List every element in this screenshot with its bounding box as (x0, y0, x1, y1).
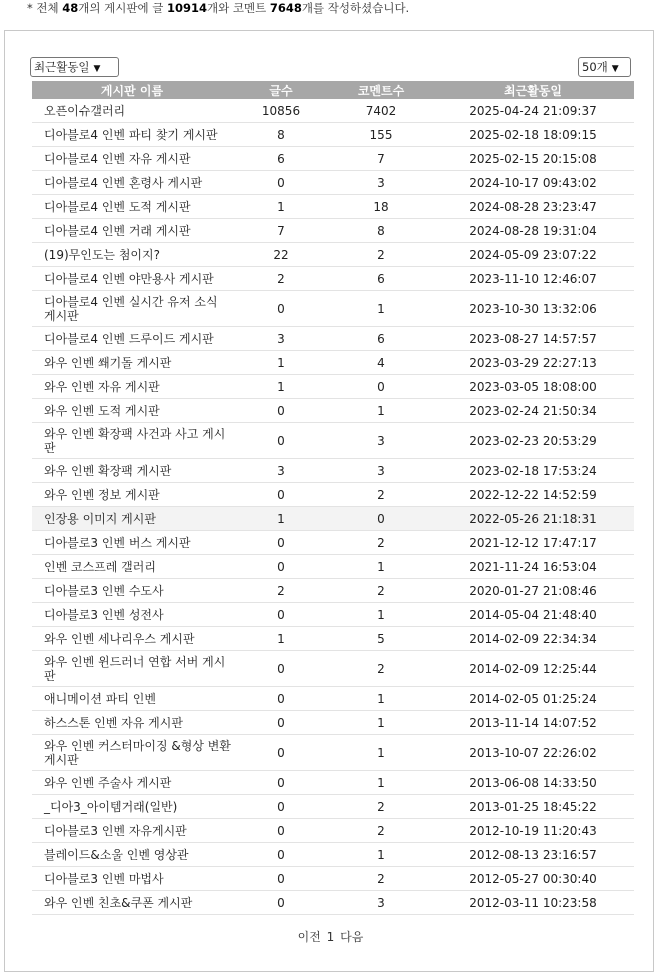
table-row (32, 219, 634, 243)
last-activity-date: 2024-10-17 09:43:02 (432, 171, 634, 195)
last-activity-date: 2012-05-27 00:30:40 (432, 867, 634, 891)
page-size-select[interactable] (578, 57, 631, 77)
table-header-row (32, 81, 634, 99)
comment-count: 1 (330, 603, 432, 627)
table-row (32, 351, 634, 375)
table-row (32, 531, 634, 555)
last-activity-date: 2023-02-23 20:53:29 (432, 423, 634, 459)
last-activity-date: 2023-02-18 17:53:24 (432, 459, 634, 483)
comment-count: 18 (330, 195, 432, 219)
table-row (32, 99, 634, 123)
comment-count: 1 (330, 291, 432, 327)
post-count: 0 (232, 651, 330, 687)
post-count: 0 (232, 735, 330, 771)
last-activity-date: 2023-11-10 12:46:07 (432, 267, 634, 291)
post-count: 8 (232, 123, 330, 147)
table-row (32, 735, 634, 771)
last-activity-date: 2012-10-19 11:20:43 (432, 819, 634, 843)
board-name-link[interactable]: _디아3_아이템거래(일반) (32, 795, 232, 819)
last-activity-date: 2014-02-09 12:25:44 (432, 651, 634, 687)
comment-count: 0 (330, 507, 432, 531)
header-comment-count[interactable]: 코멘트수 (330, 81, 432, 99)
comment-count: 1 (330, 711, 432, 735)
board-name-link[interactable]: 디아블로3 인벤 성전사 (32, 603, 232, 627)
post-count: 0 (232, 687, 330, 711)
post-count: 0 (232, 711, 330, 735)
board-name-link[interactable]: 디아블로4 인벤 드루이드 게시판 (32, 327, 232, 351)
post-count: 7 (232, 219, 330, 243)
comment-count: 2 (330, 651, 432, 687)
comment-count: 155 (330, 123, 432, 147)
board-name-link[interactable]: 블레이드&소울 인벤 영상관 (32, 843, 232, 867)
table-row (32, 771, 634, 795)
post-count: 0 (232, 423, 330, 459)
post-count: 0 (232, 171, 330, 195)
activity-summary (27, 0, 409, 16)
post-count: 0 (232, 771, 330, 795)
comment-count: 1 (330, 399, 432, 423)
board-name-link[interactable]: 디아블로4 인벤 파티 찾기 게시판 (32, 123, 232, 147)
last-activity-date: 2023-03-05 18:08:00 (432, 375, 634, 399)
board-name-link[interactable]: 인벤 코스프레 갤러리 (32, 555, 232, 579)
last-activity-date: 2024-08-28 23:23:47 (432, 195, 634, 219)
board-name-link[interactable]: 와우 인벤 윈드러너 연합 서버 게시판 (32, 651, 232, 687)
table-row (32, 795, 634, 819)
comment-count: 5 (330, 627, 432, 651)
board-name-link[interactable]: 디아블로4 인벤 혼령사 게시판 (32, 171, 232, 195)
board-name-link[interactable]: 와우 인벤 세나리우스 게시판 (32, 627, 232, 651)
post-count: 0 (232, 291, 330, 327)
table-row (32, 375, 634, 399)
last-activity-date: 2023-10-30 13:32:06 (432, 291, 634, 327)
post-count: 3 (232, 327, 330, 351)
post-count: 10856 (232, 99, 330, 123)
comment-count: 1 (330, 687, 432, 711)
table-row (32, 627, 634, 651)
post-count: 0 (232, 531, 330, 555)
comment-count: 2 (330, 867, 432, 891)
board-name-link[interactable]: (19)무인도는 첨이지? (32, 243, 232, 267)
board-name-link[interactable]: 와우 인벤 확장팩 게시판 (32, 459, 232, 483)
last-activity-date: 2014-05-04 21:48:40 (432, 603, 634, 627)
page-size-select-value: 50개 (582, 60, 608, 74)
comment-count: 0 (330, 375, 432, 399)
last-activity-date: 2014-02-09 22:34:34 (432, 627, 634, 651)
sort-select-value: 최근활동일 (34, 60, 90, 74)
last-activity-date: 2013-06-08 14:33:50 (432, 771, 634, 795)
board-name-link[interactable]: 와우 인벤 도적 게시판 (32, 399, 232, 423)
comment-count: 8 (330, 219, 432, 243)
post-count: 1 (232, 195, 330, 219)
table-row (32, 603, 634, 627)
pagination (0, 928, 661, 945)
table-row (32, 891, 634, 915)
post-count: 0 (232, 867, 330, 891)
post-count: 1 (232, 351, 330, 375)
board-name-link[interactable]: 디아블로3 인벤 마법사 (32, 867, 232, 891)
table-row (32, 819, 634, 843)
last-activity-date: 2022-05-26 21:18:31 (432, 507, 634, 531)
table-row (32, 579, 634, 603)
summary-board-count: 48 (62, 1, 79, 15)
post-count: 1 (232, 375, 330, 399)
sort-select[interactable] (30, 57, 119, 77)
comment-count: 2 (330, 483, 432, 507)
table-row (32, 399, 634, 423)
table-row (32, 423, 634, 459)
comment-count: 3 (330, 459, 432, 483)
comment-count: 1 (330, 735, 432, 771)
comment-count: 6 (330, 267, 432, 291)
last-activity-date: 2021-12-12 17:47:17 (432, 531, 634, 555)
chevron-down-icon: ▼ (611, 64, 619, 74)
last-activity-date: 2025-02-18 18:09:15 (432, 123, 634, 147)
post-count: 0 (232, 603, 330, 627)
post-count: 22 (232, 243, 330, 267)
chevron-down-icon: ▼ (93, 64, 101, 74)
post-count: 2 (232, 579, 330, 603)
pager-prev[interactable]: 이전 (297, 930, 321, 944)
comment-count: 2 (330, 579, 432, 603)
post-count: 0 (232, 555, 330, 579)
table-row (32, 147, 634, 171)
table-row (32, 651, 634, 687)
board-list-panel (4, 30, 654, 972)
comment-count: 7402 (330, 99, 432, 123)
summary-mid2: 개와 코멘트 (207, 1, 267, 15)
post-count: 6 (232, 147, 330, 171)
board-name-link[interactable]: 디아블로4 인벤 야만용사 게시판 (32, 267, 232, 291)
last-activity-date: 2021-11-24 16:53:04 (432, 555, 634, 579)
comment-count: 1 (330, 555, 432, 579)
table-row (32, 267, 634, 291)
last-activity-date: 2020-01-27 21:08:46 (432, 579, 634, 603)
comment-count: 7 (330, 147, 432, 171)
board-name-link[interactable]: 디아블로3 인벤 수도사 (32, 579, 232, 603)
comment-count: 3 (330, 171, 432, 195)
post-count: 2 (232, 267, 330, 291)
post-count: 0 (232, 483, 330, 507)
table-row (32, 291, 634, 327)
table-row (32, 123, 634, 147)
last-activity-date: 2024-05-09 23:07:22 (432, 243, 634, 267)
last-activity-date: 2023-08-27 14:57:57 (432, 327, 634, 351)
comment-count: 2 (330, 243, 432, 267)
post-count: 0 (232, 795, 330, 819)
summary-comment-count: 7648 (269, 1, 302, 15)
post-count: 1 (232, 627, 330, 651)
last-activity-date: 2013-01-25 18:45:22 (432, 795, 634, 819)
board-name-link[interactable]: 와우 인벤 쐐기돌 게시판 (32, 351, 232, 375)
comment-count: 1 (330, 771, 432, 795)
post-count: 0 (232, 843, 330, 867)
table-row (32, 867, 634, 891)
header-board-name[interactable]: 게시판 이름 (32, 81, 232, 99)
comment-count: 3 (330, 423, 432, 459)
table-row (32, 687, 634, 711)
table-row (32, 483, 634, 507)
board-name-link[interactable]: 디아블로4 인벤 자유 게시판 (32, 147, 232, 171)
comment-count: 4 (330, 351, 432, 375)
board-name-link[interactable]: 와우 인벤 주술사 게시판 (32, 771, 232, 795)
comment-count: 2 (330, 819, 432, 843)
post-count: 3 (232, 459, 330, 483)
last-activity-date: 2014-02-05 01:25:24 (432, 687, 634, 711)
last-activity-date: 2012-03-11 10:23:58 (432, 891, 634, 915)
comment-count: 3 (330, 891, 432, 915)
summary-mid1: 개의 게시판에 글 (78, 1, 164, 15)
comment-count: 2 (330, 795, 432, 819)
table-row (32, 555, 634, 579)
board-name-link[interactable]: 와우 인벤 정보 게시판 (32, 483, 232, 507)
last-activity-date: 2025-04-24 21:09:37 (432, 99, 634, 123)
last-activity-date: 2025-02-15 20:15:08 (432, 147, 634, 171)
board-name-link[interactable]: 인장용 이미지 게시판 (32, 507, 232, 531)
header-post-count[interactable]: 글수 (232, 81, 330, 99)
last-activity-date: 2022-12-22 14:52:59 (432, 483, 634, 507)
board-name-link[interactable]: 와우 인벤 커스터마이징 &형상 변환 게시판 (32, 735, 232, 771)
header-last-activity[interactable]: 최근활동일 (432, 81, 634, 99)
board-table-body (32, 99, 634, 915)
summary-prefix: * 전체 (27, 1, 59, 15)
table-row (32, 711, 634, 735)
board-name-link[interactable]: 애니메이션 파티 인벤 (32, 687, 232, 711)
table-row (32, 459, 634, 483)
board-name-link[interactable]: 와우 인벤 자유 게시판 (32, 375, 232, 399)
comment-count: 6 (330, 327, 432, 351)
board-name-link[interactable]: 와우 인벤 친초&쿠폰 게시판 (32, 891, 232, 915)
board-name-link[interactable]: 디아블로4 인벤 거래 게시판 (32, 219, 232, 243)
board-name-link[interactable]: 하스스톤 인벤 자유 게시판 (32, 711, 232, 735)
board-name-link[interactable]: 디아블로3 인벤 버스 게시판 (32, 531, 232, 555)
summary-post-count: 10914 (167, 1, 208, 15)
table-row (32, 195, 634, 219)
post-count: 0 (232, 399, 330, 423)
pager-next[interactable]: 다음 (340, 930, 364, 944)
board-name-link[interactable]: 오픈이슈갤러리 (32, 99, 232, 123)
pager-page[interactable]: 1 (326, 930, 335, 944)
table-row (32, 507, 634, 531)
table-row (32, 243, 634, 267)
comment-count: 1 (330, 843, 432, 867)
board-name-link[interactable]: 디아블로3 인벤 자유게시판 (32, 819, 232, 843)
post-count: 0 (232, 819, 330, 843)
table-row (32, 327, 634, 351)
post-count: 1 (232, 507, 330, 531)
last-activity-date: 2024-08-28 19:31:04 (432, 219, 634, 243)
last-activity-date: 2013-11-14 14:07:52 (432, 711, 634, 735)
comment-count: 2 (330, 531, 432, 555)
board-table (32, 81, 634, 915)
last-activity-date: 2012-08-13 23:16:57 (432, 843, 634, 867)
last-activity-date: 2023-03-29 22:27:13 (432, 351, 634, 375)
summary-suffix: 개를 작성하셨습니다. (301, 1, 410, 15)
board-name-link[interactable]: 디아블로4 인벤 도적 게시판 (32, 195, 232, 219)
board-name-link[interactable]: 디아블로4 인벤 실시간 유저 소식 게시판 (32, 291, 232, 327)
table-row (32, 171, 634, 195)
last-activity-date: 2013-10-07 22:26:02 (432, 735, 634, 771)
post-count: 0 (232, 891, 330, 915)
board-name-link[interactable]: 와우 인벤 확장팩 사건과 사고 게시판 (32, 423, 232, 459)
table-row (32, 843, 634, 867)
last-activity-date: 2023-02-24 21:50:34 (432, 399, 634, 423)
